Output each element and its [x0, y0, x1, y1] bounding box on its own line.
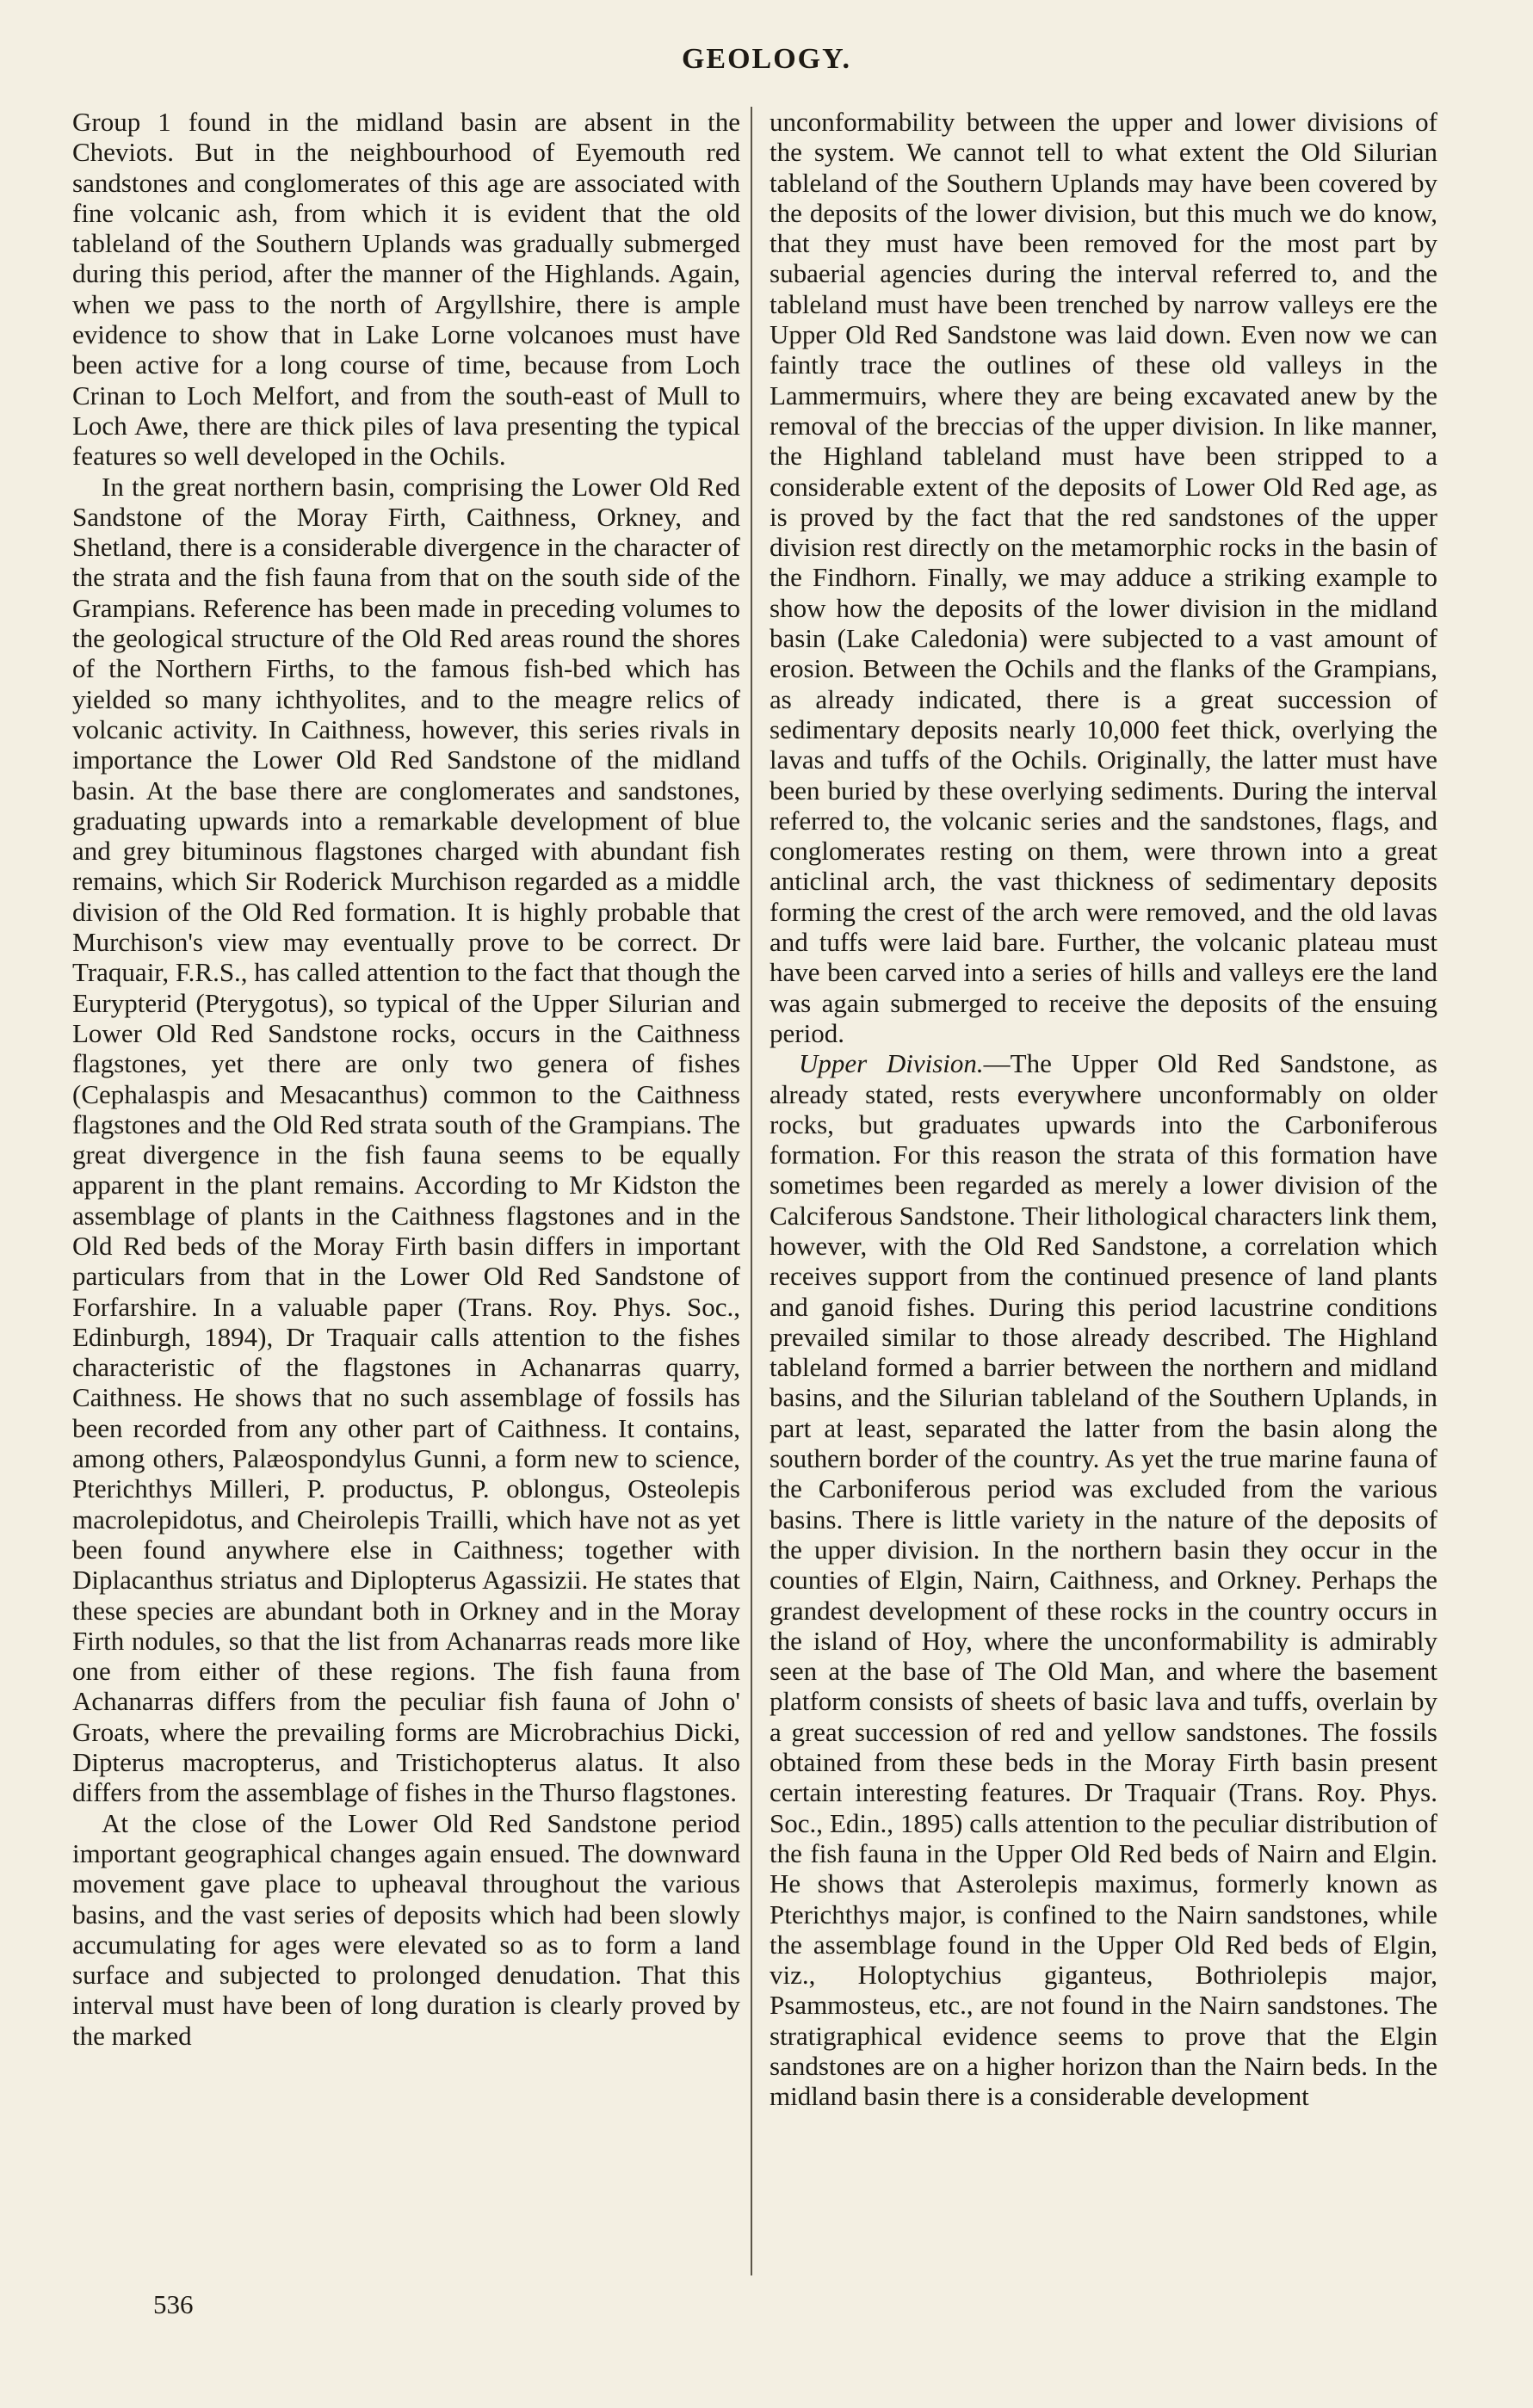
page-title: GEOLOGY.: [681, 43, 852, 75]
paragraph: [770, 1048, 1437, 2111]
paragraph: At the close of the Lower Old Red Sandstone period important geographical changes again ensued. The downward movement gave place to upheaval throughout the various basins, and the vast series of deposits which had been slowly accumulating for ages were elevated so as to form a land surface and subjected to prolonged denudation. That this interval must have been of long duration is clearly proved by the marked: [72, 1807, 740, 2051]
paragraph: unconformability between the upper and lower divisions of the system. We cannot tell to what extent the Old Silurian tableland of the Southern Uplands may have been covered by the deposits of the lower division, but this much we do know, that they must have been removed for the most part by subaerial agencies during the interval referred to, and the tableland must have been trenched by narrow valleys ere the Upper Old Red Sandstone was laid down. Even now we can faintly trace the outlines of these old valleys in the Lammermuirs, where they are being excavated anew by the removal of the breccias of the upper division. In like manner, the Highland tableland must have been stripped to a considerable extent of the deposits of Lower Old Red age, as is proved by the fact that the red sandstones of the upper division rest directly on the metamorphic rocks in the basin of the Findhorn. Finally, we may adduce a striking example to show how the deposits of the lower division in the midland basin (Lake Caledonia) were subjected to a vast amount of erosion. Between the Ochils and the flanks of the Grampians, as already indicated, there is a great succession of sedimentary deposits nearly 10,000 feet thick, overlying the lavas and tuffs of the Ochils. Originally, the latter must have been buried by these overlying sediments. During the interval referred to, the volcanic series and the sandstones, flags, and conglomerates resting on them, were thrown into a great anticlinal arch, the vast thickness of sedimentary deposits forming the crest of the arch were removed, and the old lavas and tuffs were laid bare. Further, the volcanic plateau must have been carved into a series of hills and valleys ere the land was again submerged to receive the deposits of the ensuing period.: [770, 107, 1437, 1048]
page-number: 536: [153, 2289, 194, 2319]
paragraph: In the great northern basin, comprising the Lower Old Red Sandstone of the Moray Firth, Caithness, Orkney, and Shetland, there is a considerable divergence in the character of the strata and the fish fauna from that on the south side of the Grampians. Reference has been made in preceding volumes to the geological structure of the Old Red areas round the shores of the Northern Firths, to the famous fish-bed which has yielded so many ichthyolites, and to the meagre relics of volcanic activity. In Caithness, however, this series rivals in importance the Lower Old Red Sandstone of the midland basin. At the base there are conglomerates and sandstones, graduating upwards into a remarkable development of blue and grey bituminous flagstones charged with abundant fish remains, which Sir Roderick Murchison regarded as a middle division of the Old Red formation. It is highly probable that Murchison's view may eventually prove to be correct. Dr Traquair, F.R.S., has called attention to the fact that though the Eurypterid (Pterygotus), so typical of the Upper Silurian and Lower Old Red Sandstone rocks, occurs in the Caithness flagstones, yet there are only two genera of fishes (Cephalaspis and Mesacanthus) common to the Caithness flagstones and the Old Red strata south of the Grampians. The great divergence in the fish fauna seems to be equally apparent in the plant remains. According to Mr Kidston the assemblage of plants in the Caithness flagstones and in the Old Red beds of the Moray Firth basin differs in important particulars from that in the Lower Old Red Sandstone of Forfarshire. In a valuable paper (Trans. Roy. Phys. Soc., Edinburgh, 1894), Dr Traquair calls attention to the fishes characteristic of the flagstones in Achanarras quarry, Caithness. He shows that no such assemblage of fossils has been recorded from any other part of Caithness. It contains, among others, Palæospondylus Gunni, a form new to science, Pterichthys Milleri, P. productus, P. oblongus, Osteolepis macrolepidotus, and Cheirolepis Trailli, which have not as yet been found anywhere else in Caithness; together with Diplacanthus striatus and Diplopterus Agassizii. He states that these species are abundant both in Orkney and in the Moray Firth nodules, so that the list from Achanarras reads more like one from either of these regions. The fish fauna from Achanarras differs from the peculiar fish fauna of John o' Groats, where the prevailing forms are Microbrachius Dicki, Dipterus macropterus, and Tristichopterus alatus. It also differs from the assemblage of fishes in the Thurso flagstones.: [72, 471, 740, 1808]
paragraph: Group 1 found in the midland basin are absent in the Cheviots. But in the neighbourhood of Eyemouth red sandstones and conglomerates of this age are associated with fine volcanic ash, from which it is evident that the old tableland of the Southern Uplands was gradually submerged during this period, after the manner of the Highlands. Again, when we pass to the north of Argyllshire, there is ample evidence to show that in Lake Lorne volcanoes must have been active for a long course of time, because from Loch Crinan to Loch Melfort, and from the south-east of Mull to Loch Awe, there are thick piles of lava presenting the typical features so well developed in the Ochils.: [72, 107, 740, 472]
right-column: [770, 107, 1437, 2293]
column-divider: [751, 107, 752, 2275]
section-heading: Upper Division.: [799, 1048, 984, 1079]
left-column: [72, 107, 740, 2293]
paragraph-text: —The Upper Old Red Sandstone, as already stated, rests everywhere unconformably on older rocks, but graduates upwards into the Carboniferous formation. For this reason the strata of this formation have sometimes been regarded as merely a lower division of the Calciferous Sandstone. Their lithological characters link them, however, with the Old Red Sandstone, a correlation which receives support from the continued presence of land plants and ganoid fishes. During this period lacustrine conditions prevailed similar to those already described. The Highland tableland formed a barrier between the northern and midland basins, and the Silurian tableland of the Southern Uplands, in part at least, separated the latter from the basin along the southern border of the country. As yet the true marine fauna of the Carboniferous period was excluded from the various basins. There is little variety in the nature of the deposits of the upper division. In the northern basin they occur in the counties of Elgin, Nairn, Caithness, and Orkney. Perhaps the grandest development of these rocks in the country occurs in the island of Hoy, where the unconformability is admirably seen at the base of The Old Man, and where the basement platform consists of sheets of basic lava and tuffs, overlain by a great succession of red and yellow sandstones. The fossils obtained from these beds in the Moray Firth basin present certain interesting features. Dr Traquair (Trans. Roy. Phys. Soc., Edin., 1895) calls attention to the peculiar distribution of the fish fauna in the Upper Old Red beds of Nairn and Elgin. He shows that Asterolepis maximus, formerly known as Pterichthys major, is confined to the Nairn sandstones, while the assemblage found in the Upper Old Red beds of Elgin, viz., Holoptychius giganteus, Bothriolepis major, Psammosteus, etc., are not found in the Nairn sandstones. The stratigraphical evidence seems to prove that the Elgin sandstones are on a higher horizon than the Nairn beds. In the midland basin there is a considerable development: [770, 1048, 1437, 2112]
